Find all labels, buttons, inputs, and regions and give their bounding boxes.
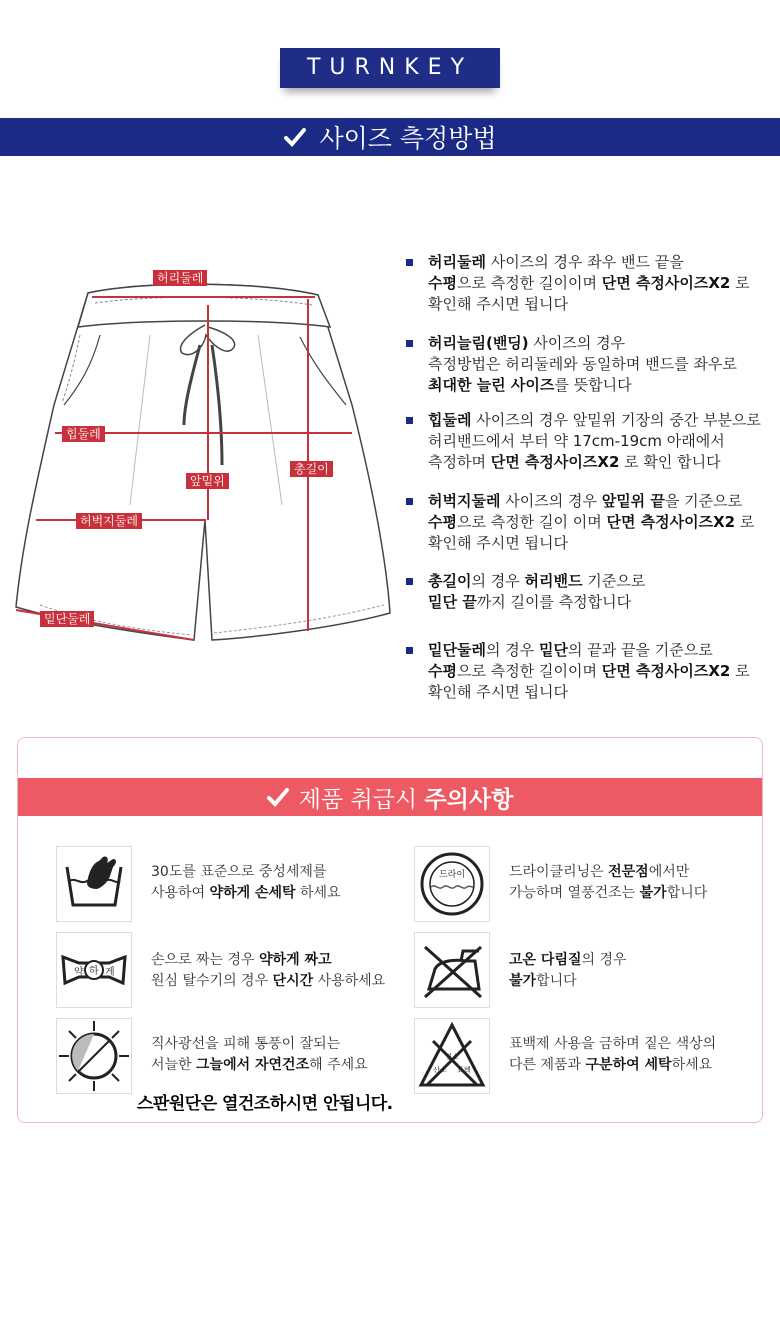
text-line xyxy=(428,682,776,703)
care-instructions-panel xyxy=(17,737,763,1123)
wring-label-2: 하 xyxy=(89,966,99,977)
text-line xyxy=(428,410,776,431)
text-line xyxy=(428,294,776,315)
no-bleach-icon xyxy=(414,1018,490,1094)
label-total-length: 총길이 xyxy=(290,461,333,477)
emphasis-text: 밑단둘레 xyxy=(428,641,486,659)
no-iron-icon xyxy=(414,932,490,1008)
emphasis-text: 수평 xyxy=(428,662,457,680)
text-segment: 드라이클리닝은 xyxy=(509,864,609,880)
emphasis-text: 약하게 짜고 xyxy=(259,952,332,968)
dry-clean-icon xyxy=(414,846,490,922)
size-section-banner xyxy=(0,118,780,156)
care-section-banner xyxy=(18,778,762,816)
desc-hem xyxy=(406,640,776,703)
emphasis-text: 단면 측정사이즈X2 xyxy=(606,513,736,531)
label-waist: 허리둘레 xyxy=(153,270,207,286)
care-section-title: 제품 취급시 주의사항 xyxy=(298,786,514,813)
text-segment: 사용하세요 xyxy=(313,973,386,989)
shorts-illustration xyxy=(0,255,400,655)
text-line xyxy=(151,862,341,883)
care-text-shade-dry xyxy=(151,1034,368,1076)
emphasis-text: 단면 측정사이즈X2 xyxy=(601,662,731,680)
bullet-square xyxy=(406,647,413,654)
emphasis-text: 그늘에서 자연건조 xyxy=(196,1057,310,1073)
text-segment: 원심 탈수기의 경우 xyxy=(151,973,273,989)
text-segment: 으로 측정한 길이이며 xyxy=(456,662,602,680)
bullet-square xyxy=(406,578,413,585)
emphasis-text: 불가 xyxy=(509,973,537,989)
wring-label-1: 약 xyxy=(74,967,84,978)
emphasis-text: 고온 다림질 xyxy=(509,952,582,968)
bullet-square xyxy=(406,417,413,424)
text-segment: 30도를 표준으로 중성세제를 xyxy=(151,864,327,880)
text-line xyxy=(428,533,776,554)
bullet-square xyxy=(406,340,413,347)
brand-logo: TURNKEY xyxy=(280,48,500,88)
text-segment: 사이즈의 경우 xyxy=(500,492,602,510)
text-segment: 사이즈의 경우 앞밑위 기장의 중간 부분으로 xyxy=(471,411,761,429)
text-line xyxy=(428,592,776,613)
text-line xyxy=(428,452,776,473)
text-line xyxy=(428,640,776,661)
text-segment: 확인해 주시면 됩니다 xyxy=(428,295,568,313)
emphasis-text: 불가 xyxy=(639,885,667,901)
text-segment: 의 경우 xyxy=(485,641,539,659)
text-segment: 서늘한 xyxy=(151,1057,197,1073)
desc-total-length xyxy=(406,571,776,613)
text-segment: 으로 측정한 길이 이며 xyxy=(456,513,607,531)
label-hip: 힙둘레 xyxy=(62,426,105,442)
text-segment: 으로 측정한 길이이며 xyxy=(456,274,602,292)
emphasis-text: 수평 xyxy=(428,513,457,531)
text-line xyxy=(428,491,776,512)
text-line xyxy=(509,1055,716,1076)
care-text-dry-clean xyxy=(509,862,707,904)
text-line xyxy=(151,971,385,992)
text-segment: 다른 제품과 xyxy=(509,1057,586,1073)
emphasis-text: 허벅지둘레 xyxy=(428,492,501,510)
text-segment: 확인해 주시면 됩니다 xyxy=(428,683,568,701)
text-line xyxy=(509,862,707,883)
text-segment: 을 기준으로 xyxy=(664,492,743,510)
bullet-square xyxy=(406,498,413,505)
emphasis-text: 수평 xyxy=(428,274,457,292)
text-line xyxy=(428,354,776,375)
hand-wash-icon xyxy=(56,846,132,922)
wring-label-3: 게 xyxy=(105,967,115,978)
size-section-title: 사이즈 측정방법 xyxy=(319,124,497,153)
text-line xyxy=(509,950,627,971)
text-segment: 로 확인 합니다 xyxy=(619,453,721,471)
text-line xyxy=(151,1034,368,1055)
text-segment: 해 주세요 xyxy=(309,1057,368,1073)
bleach-label-1: 염소 xyxy=(445,1053,459,1061)
emphasis-text: 단면 측정사이즈X2 xyxy=(601,274,731,292)
text-segment: 사용하여 xyxy=(151,885,210,901)
text-segment: 로 xyxy=(730,662,750,680)
text-segment: 손으로 짜는 경우 xyxy=(151,952,260,968)
text-line xyxy=(428,273,776,294)
emphasis-text: 밑단 끝 xyxy=(428,593,477,611)
emphasis-text: 단시간 xyxy=(272,973,314,989)
care-text-wring xyxy=(151,950,385,992)
bleach-label-3: 표백 xyxy=(457,1066,471,1074)
text-segment: 사이즈의 경우 좌우 밴드 끝을 xyxy=(485,253,684,271)
emphasis-text: 단면 측정사이즈X2 xyxy=(490,453,620,471)
label-rise: 앞밑위 xyxy=(186,473,229,489)
spandex-note: 스판원단은 열건조하시면 안됩니다. xyxy=(137,1094,393,1114)
desc-waist xyxy=(406,252,776,315)
emphasis-text: 허리둘레 xyxy=(428,253,486,271)
emphasis-text: 힙둘레 xyxy=(428,411,472,429)
text-line xyxy=(428,333,776,354)
desc-hip xyxy=(406,410,776,473)
text-line xyxy=(428,375,776,396)
text-line xyxy=(428,431,776,452)
text-segment: 하세요 xyxy=(295,885,341,901)
text-line xyxy=(428,661,776,682)
text-line xyxy=(509,971,627,992)
text-segment: 합니다 xyxy=(536,973,577,989)
text-segment: 의 경우 xyxy=(471,572,525,590)
text-line xyxy=(428,252,776,273)
dry-clean-label: 드라이 xyxy=(438,870,466,880)
emphasis-text: 최대한 늘린 사이즈 xyxy=(428,376,555,394)
care-text-hand-wash xyxy=(151,862,341,904)
text-line xyxy=(428,512,776,533)
label-thigh: 허벅지둘레 xyxy=(76,513,142,529)
shade-dry-icon xyxy=(56,1018,132,1094)
text-line xyxy=(509,1034,716,1055)
text-segment: 로 xyxy=(735,513,755,531)
text-segment: 의 경우 xyxy=(581,952,627,968)
label-hem: 밑단둘레 xyxy=(40,611,94,627)
text-segment: 합니다 xyxy=(666,885,708,901)
bullet-square xyxy=(406,259,413,266)
text-segment: 까지 길이를 측정합니다 xyxy=(476,593,632,611)
care-text-no-bleach xyxy=(509,1034,716,1076)
emphasis-text: 총길이 xyxy=(428,572,472,590)
text-segment: 확인해 주시면 됩니다 xyxy=(428,534,568,552)
emphasis-text: 앞밑위 끝 xyxy=(601,492,665,510)
text-segment: 기준으로 xyxy=(582,572,646,590)
text-segment: 를 뜻합니다 xyxy=(554,376,632,394)
desc-thigh xyxy=(406,491,776,554)
emphasis-text: 허리밴드 xyxy=(524,572,583,590)
text-line xyxy=(151,1055,368,1076)
emphasis-text: 전문점 xyxy=(608,864,649,880)
text-segment: 하세요 xyxy=(671,1057,713,1073)
bleach-label-2: 산소 xyxy=(433,1066,447,1074)
emphasis-text: 허리늘림(밴딩) xyxy=(428,334,529,352)
care-text-no-iron xyxy=(509,950,627,992)
emphasis-text: 약하게 손세탁 xyxy=(209,885,296,901)
text-segment: 표백제 사용을 금하며 짙은 색상의 xyxy=(509,1036,717,1052)
emphasis-text: 밑단 xyxy=(538,641,568,659)
wring-gently-icon xyxy=(56,932,132,1008)
text-segment: 허리밴드에서 부터 약 17cm-19cm 아래에서 xyxy=(428,432,725,450)
text-segment: 측정방법은 허리둘레와 동일하며 밴드를 좌우로 xyxy=(428,355,737,373)
text-segment: 로 xyxy=(730,274,750,292)
desc-waist-stretch xyxy=(406,333,776,396)
text-segment: 의 끝과 끝을 기준으로 xyxy=(567,641,713,659)
check-icon xyxy=(267,787,289,807)
text-line xyxy=(509,883,707,904)
shorts-measurement-diagram xyxy=(0,255,400,655)
text-segment: 에서만 xyxy=(648,864,690,880)
check-icon xyxy=(284,127,306,147)
text-line xyxy=(151,883,341,904)
text-segment: 사이즈의 경우 xyxy=(528,334,626,352)
text-segment: 측정하며 xyxy=(428,453,491,471)
text-segment: 가능하며 열풍건조는 xyxy=(509,885,640,901)
text-segment: 직사광선을 피해 통풍이 잘되는 xyxy=(151,1036,341,1052)
text-line xyxy=(428,571,776,592)
text-line xyxy=(151,950,385,971)
emphasis-text: 구분하여 세탁 xyxy=(585,1057,672,1073)
